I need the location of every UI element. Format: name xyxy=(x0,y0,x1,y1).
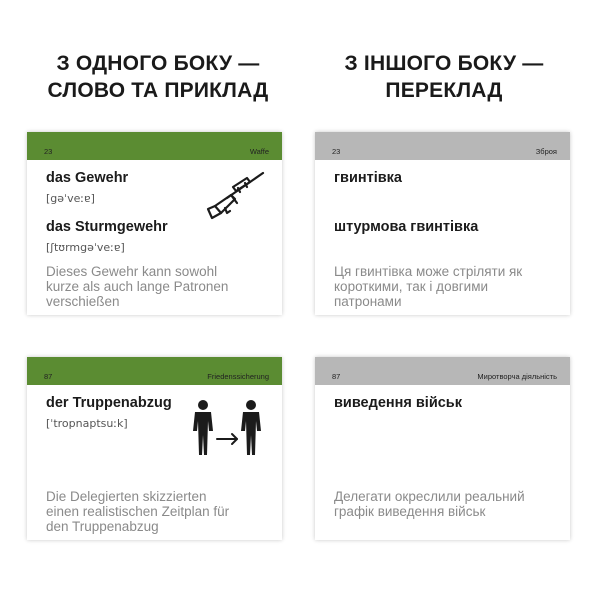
card-category: Waffe xyxy=(249,147,269,156)
card-pronunciation-secondary: [ʃtʊrmgəˈveːɐ] xyxy=(46,241,125,254)
flashcard-front-truppenabzug xyxy=(27,357,282,540)
card-number: 87 xyxy=(332,372,341,381)
back-heading-line1: З ІНШОГО БОКУ — xyxy=(344,52,544,75)
card-header-bar xyxy=(315,132,570,160)
card-category: Миротворча діяльність xyxy=(477,372,557,381)
example-line: графік виведення військ xyxy=(334,504,486,519)
example-line: короткими, так і довгими xyxy=(334,279,489,294)
card-example xyxy=(46,264,274,309)
card-pronunciation: [ˈtropnaptsuːk] xyxy=(46,417,128,430)
flashcard-front-gewehr xyxy=(27,132,282,315)
card-header-bar xyxy=(315,357,570,385)
front-side-heading xyxy=(8,50,308,104)
rifle-icon xyxy=(205,168,269,220)
card-pronunciation: [gəˈveːɐ] xyxy=(46,192,95,205)
card-header-bar xyxy=(27,357,282,385)
card-translation-secondary: штурмова гвинтівка xyxy=(334,219,479,235)
card-word: das Gewehr xyxy=(46,170,129,186)
card-header-bar xyxy=(27,132,282,160)
card-number: 87 xyxy=(44,372,53,381)
card-number: 23 xyxy=(332,147,341,156)
back-side-heading xyxy=(294,50,594,104)
example-line: Делегати окреслили реальний xyxy=(334,489,525,504)
card-category: Friedenssicherung xyxy=(207,372,269,381)
front-heading-line1: З ОДНОГО БОКУ — xyxy=(56,52,260,75)
card-example xyxy=(46,489,274,534)
card-translation: гвинтівка xyxy=(334,170,402,186)
example-line: verschießen xyxy=(46,294,120,309)
card-example-translation xyxy=(334,489,562,519)
flashcard-back-gewehr xyxy=(315,132,570,315)
card-number: 23 xyxy=(44,147,53,156)
example-line: Ця гвинтівка може стріляти як xyxy=(334,264,523,279)
example-line: den Truppenabzug xyxy=(46,519,159,534)
card-category: Зброя xyxy=(535,147,557,156)
example-line: Die Delegierten skizzierten xyxy=(46,489,207,504)
troop-withdrawal-icon xyxy=(189,399,267,457)
card-word: der Truppenabzug xyxy=(46,395,172,411)
example-line: Dieses Gewehr kann sowohl xyxy=(46,264,218,279)
example-line: kurze als auch lange Patronen xyxy=(46,279,229,294)
front-heading-line2: СЛОВО ТА ПРИКЛАД xyxy=(47,79,269,102)
example-line: einen realistischen Zeitplan für xyxy=(46,504,230,519)
flashcard-back-truppenabzug xyxy=(315,357,570,540)
back-heading-line2: ПЕРЕКЛАД xyxy=(385,79,503,102)
card-example-translation xyxy=(334,264,562,309)
card-word-secondary: das Sturmgewehr xyxy=(46,219,168,235)
example-line: патронами xyxy=(334,294,402,309)
card-translation: виведення військ xyxy=(334,395,462,411)
